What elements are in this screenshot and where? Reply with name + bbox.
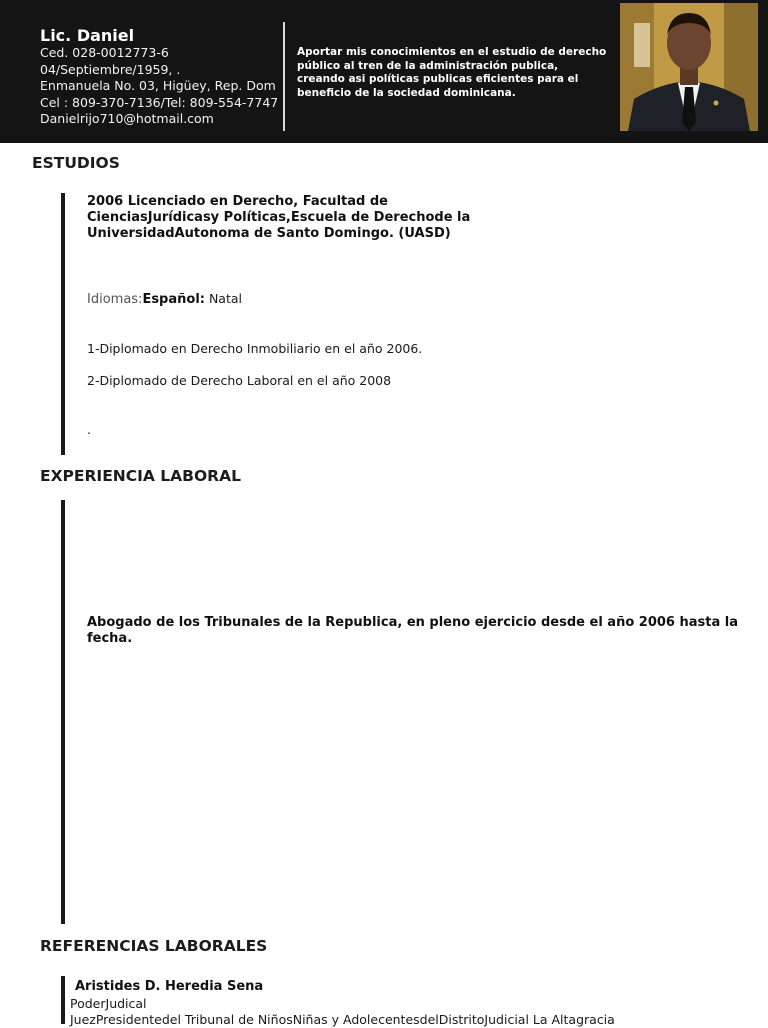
degree-text <box>87 194 647 242</box>
trailing-dot: . <box>87 422 91 437</box>
candidate-name: Lic. Daniel <box>40 26 135 45</box>
estudios-bar <box>61 193 65 455</box>
reference-name: Aristides D. Heredia Sena <box>75 979 264 994</box>
header-banner <box>0 0 768 143</box>
degree-line-2: CienciasJurídicasy Políticas,Escuela de Derechode la <box>87 210 471 225</box>
cedula-text: Ced. 028-0012773-6 <box>40 45 169 60</box>
idioma-level: Natal <box>204 291 243 306</box>
referencias-bar <box>61 976 65 1024</box>
reference-position: JuezPresidentedel Tribunal de NiñosNiñas y AdolecentesdelDistritoJudicial La Altagracia <box>70 1012 615 1027</box>
email-link[interactable]: Danielrijo710@hotmail.com <box>40 111 214 126</box>
diplomado-1: 1-Diplomado en Derecho Inmobiliario en el año 2006. <box>87 341 423 356</box>
referencias-heading: REFERENCIAS LABORALES <box>40 937 268 955</box>
objective-text: Aportar mis conocimientos en el estudio de derecho público al tren de la administración publica, creando asi políticas publicas eficientes para el beneficio de la sociedad dominicana. <box>297 46 607 99</box>
phone-text: Cel : 809-370-7136/Tel: 809-554-7747 <box>40 94 279 110</box>
experiencia-line-2: fecha. <box>87 631 133 646</box>
experiencia-line-1: Abogado de los Tribunales de la Republica, en pleno ejercicio desde el año 2006 hasta la <box>87 615 738 630</box>
estudios-heading: ESTUDIOS <box>32 154 120 172</box>
experiencia-text <box>87 615 747 647</box>
header-divider <box>283 22 285 131</box>
profile-photo <box>620 3 758 131</box>
degree-line-3: UniversidadAutonoma de Santo Domingo. (UASD) <box>87 226 451 241</box>
idiomas-line <box>87 291 242 308</box>
diplomado-2: 2-Diplomado de Derecho Laboral en el año 2008 <box>87 373 392 388</box>
contact-info <box>40 45 278 128</box>
experiencia-heading: EXPERIENCIA LABORAL <box>40 467 241 485</box>
idiomas-label: Idiomas: <box>87 292 143 307</box>
experiencia-bar <box>61 500 65 924</box>
birth-date-text: 04/Septiembre/1959, . <box>40 61 181 77</box>
idioma-name: Español: <box>142 292 205 307</box>
reference-org: PoderJudical <box>70 996 147 1011</box>
degree-line-1: 2006 Licenciado en Derecho, Facultad de <box>87 194 388 209</box>
address-text: Enmanuela No. 03, Higüey, Rep. Dom <box>40 78 276 93</box>
